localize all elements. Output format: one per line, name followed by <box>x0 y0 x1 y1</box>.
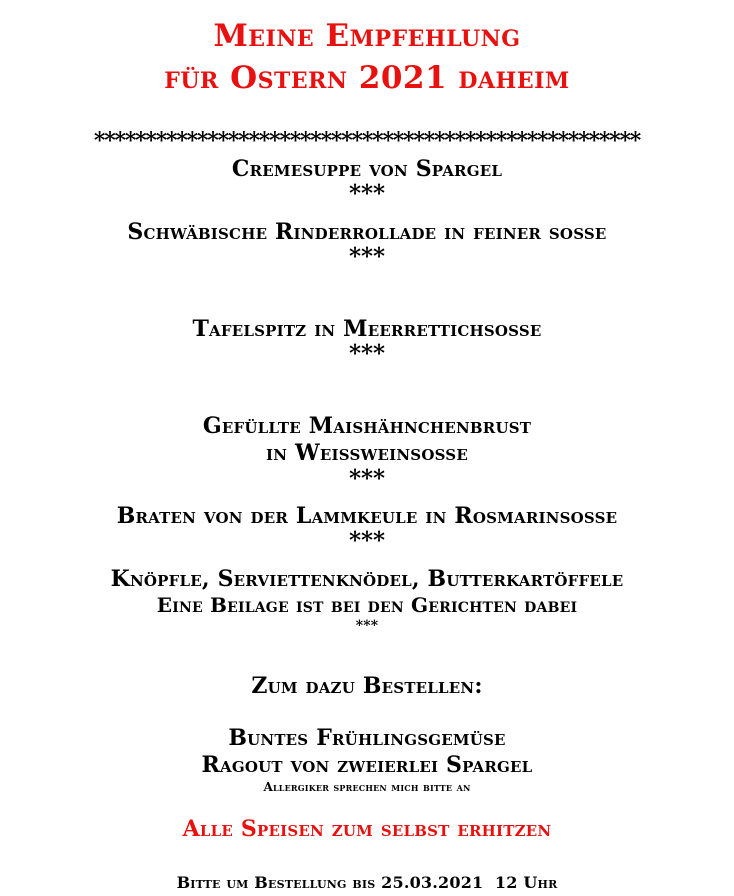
page-title-line1: Meine Empfehlung <box>213 18 521 54</box>
separator-stars: *** <box>355 618 379 634</box>
extras-heading: Zum dazu Bestellen: <box>251 673 483 699</box>
separator-stars: *** <box>348 465 386 492</box>
menu-item-tafelspitz: Tafelspitz in Meerrettichsosse <box>192 316 542 342</box>
separator-stars: *** <box>348 243 386 270</box>
menu-item-maishaehnchen-line2: in Weissweinsosse <box>266 440 468 466</box>
page-title-line2: für Ostern 2021 daheim <box>164 60 570 96</box>
menu-item-cremesuppe: Cremesuppe von Spargel <box>231 156 503 182</box>
sides-note: Eine Beilage ist bei den Gerichten dabei <box>156 593 578 617</box>
menu-item-rinderrollade: Schwäbische Rinderrollade in feiner sosse <box>127 219 607 245</box>
extras-item-fruehlingsgemuese: Buntes Frühlingsgemüse <box>228 725 506 751</box>
separator-stars: *** <box>348 180 386 207</box>
order-deadline: Bitte um Bestellung bis 25.03.2021 12 Uhr <box>176 873 558 892</box>
reheat-notice: Alle Speisen zum selbst erhitzen <box>182 816 552 842</box>
menu-item-lammkeule: Braten von der Lammkeule in Rosmarinsosse <box>116 503 618 529</box>
divider-stars: ***************************************************** <box>93 128 641 154</box>
sides-list: Knöpfle, Serviettenknödel, Butterkartöffele <box>110 566 624 592</box>
separator-stars: *** <box>348 340 386 367</box>
extras-item-spargelragout: Ragout von zweierlei Spargel <box>201 752 533 778</box>
separator-stars: *** <box>348 527 386 554</box>
allergy-note: Allergiker sprechen mich bitte an <box>263 780 471 794</box>
menu-item-maishaehnchen-line1: Gefüllte Maishähnchenbrust <box>202 413 532 439</box>
